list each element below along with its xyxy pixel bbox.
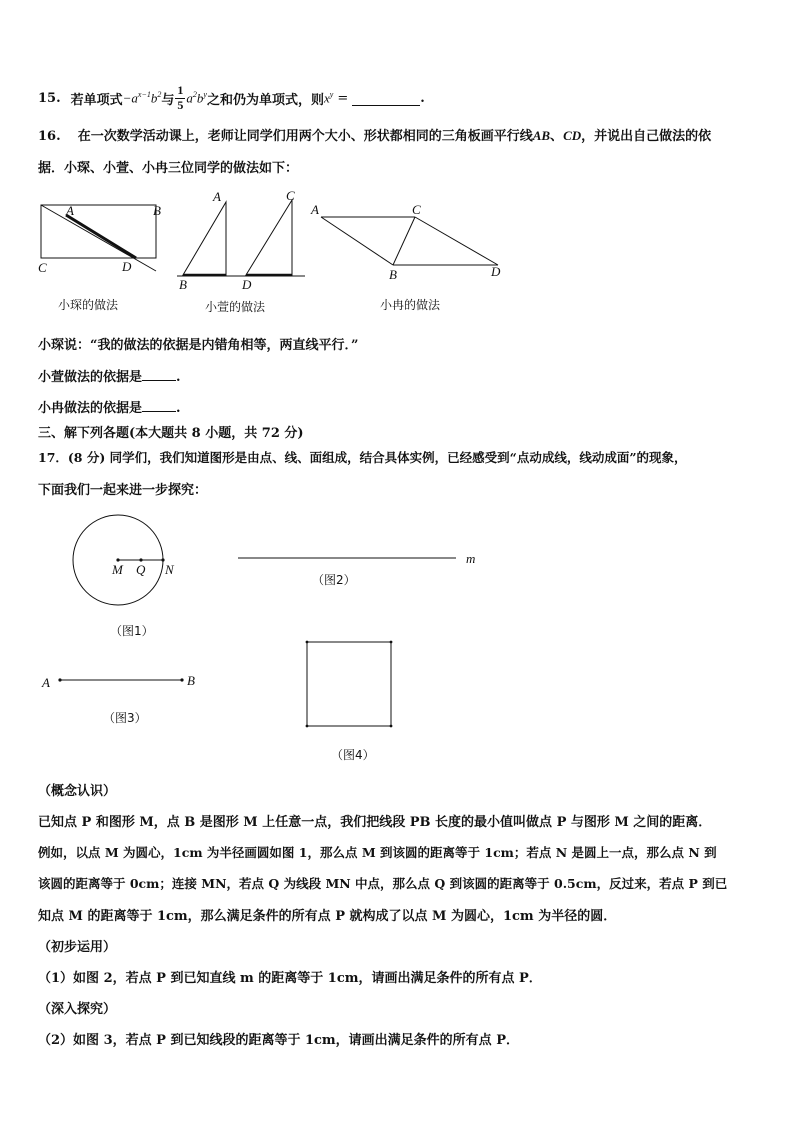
q16-ab: AB: [532, 128, 551, 143]
q15-end: .: [420, 90, 425, 106]
q15-number: 15.: [38, 90, 61, 106]
q17-intro-line1: 17．(8 分) 同学们，我们知道图形是由点、线、面组成，结合具体实例，已经感受到“点动成线，线动成面”的现象，: [38, 450, 687, 465]
section-three-heading: 三、解下列各题(本大题共 8 小题，共 72 分): [38, 426, 304, 441]
q16-xiaoxuan-blank: [142, 368, 176, 381]
heading-concept: （概念认识）: [38, 784, 117, 799]
fig1-label-m: M: [112, 562, 123, 577]
fig-xiaochen: [38, 203, 161, 275]
q15-term2: $a^2b^y$: [186, 89, 207, 106]
q15-middle: 之和仍为单项式，则: [206, 92, 324, 108]
caption-xiaoran: 小冉的做法: [380, 298, 441, 312]
q15-and: 与: [161, 92, 175, 108]
fig1-hypotenuse: [41, 205, 156, 271]
fig2-label-m: m: [466, 551, 476, 566]
fig3-label-b: B: [389, 267, 397, 282]
q17-para1: 已知点 P 和图形 M，点 B 是图形 M 上任意一点，我们把线段 PB 长度的最小值叫做点 P 与图形 M 之间的距离．: [38, 815, 712, 830]
q17-part1: （1）如图 2，若点 P 到已知直线 m 的距离等于 1cm，请画出满足条件的所有点 P．: [38, 971, 542, 986]
fig1-label-n: N: [165, 562, 174, 577]
heading-initial-use: （初步运用）: [38, 940, 117, 955]
fig2-label-b: B: [179, 277, 187, 292]
heading-deep-explore: （深入探究）: [38, 1002, 117, 1017]
caption-xiaochen: 小琛的做法: [58, 298, 119, 312]
fig1-bold-line: [66, 215, 136, 258]
q16-cd: CD: [563, 128, 582, 143]
fig3-label-c: C: [412, 202, 421, 217]
fig2-label-c: C: [286, 188, 295, 203]
q17-para4: 知点 M 的距离等于 1cm，那么满足条件的所有点 P 就构成了以点 M 为圆心，1cm 为半径的圆．: [38, 909, 617, 924]
q15-answer-blank: [352, 91, 420, 106]
fig1-label-d: D: [122, 259, 132, 274]
q16-number: 16.: [38, 129, 61, 144]
fig2-caption: （图2）: [312, 573, 356, 587]
fig1-label-a: A: [66, 203, 74, 218]
fig2-label-d: D: [242, 277, 252, 292]
q16-line2: 据．小琛、小萱、小冉三位同学的做法如下：: [38, 161, 299, 176]
q15-fraction: $\frac{1}{5}$: [177, 83, 184, 112]
fig3-label-b: B: [187, 673, 195, 688]
fig1-caption: （图1）: [110, 624, 154, 638]
fig4-square-group: [306, 641, 393, 728]
q15-term1: $-a^{x-1}b^2$: [122, 89, 162, 106]
q15-xy: $x^y$: [323, 89, 334, 106]
q16-xiaoran-blank: [142, 399, 176, 412]
caption-xiaoxuan: 小萱的做法: [205, 300, 266, 314]
fig2-label-a: A: [213, 189, 221, 204]
fig-xiaoran: [310, 202, 501, 282]
fig1-circle-group: [73, 515, 175, 605]
q16-xiaoxuan-line: 小萱做法的依据是 .: [38, 370, 181, 385]
fig2-line-group: [238, 551, 475, 566]
fig3-segment-group: [41, 673, 195, 690]
q16-line1: [38, 125, 711, 144]
fig2-triangle-left: [183, 202, 226, 275]
q17-para2: 例如，以点 M 为圆心，1cm 为半径画圆如图 1，那么点 M 到该圆的距离等于 1cm；若点 N 是圆上一点，那么点 N 到: [38, 845, 717, 860]
fig4-caption: （图4）: [331, 748, 375, 762]
fig1-label-c: C: [38, 260, 47, 275]
q17-para3: 该圆的距离等于 0cm；连接 MN，若点 Q 为线段 MN 中点，那么点 Q 到该圆的距离等于 0.5cm，反过来，若点 P 到已: [38, 876, 728, 891]
fig3-label-a: A: [311, 202, 319, 217]
fig1-label-b: B: [153, 203, 161, 218]
fig1-label-q: Q: [136, 562, 146, 577]
fig3-caption: （图3）: [103, 711, 147, 725]
q16-sep: 、: [550, 129, 564, 144]
fig-xiaoxuan: [177, 188, 305, 292]
fig2-triangle-right: [246, 200, 292, 275]
q15-line: [38, 84, 425, 112]
fig3-label-a: A: [42, 675, 50, 690]
q17-intro-line2: 下面我们一起来进一步探究：: [38, 483, 208, 498]
fig1-rectangle-triangle: [41, 205, 156, 258]
q16-xiaochen-says: 小琛说：“我的做法的依据是内错角相等，两直线平行．”: [38, 338, 359, 353]
fig3-label-d: D: [491, 264, 501, 279]
q15-prefix: 若单项式: [70, 92, 123, 108]
q16-xiaoran-text: 小冉做法的依据是: [38, 401, 143, 416]
fig4-square: [307, 642, 391, 726]
q15-eq: =: [337, 90, 349, 106]
q16-text1-end: ，并说出自己做法的依: [581, 129, 712, 144]
q16-text1: 在一次数学活动课上，老师让同学们用两个大小、形状都相同的三角板画平行线: [77, 129, 533, 144]
q17-part2: （2）如图 3，若点 P 到已知线段的距离等于 1cm，请画出满足条件的所有点 P．: [38, 1033, 519, 1048]
q16-xiaoran-line: 小冉做法的依据是 .: [38, 401, 181, 416]
q16-xiaoxuan-text: 小萱做法的依据是: [38, 370, 143, 385]
